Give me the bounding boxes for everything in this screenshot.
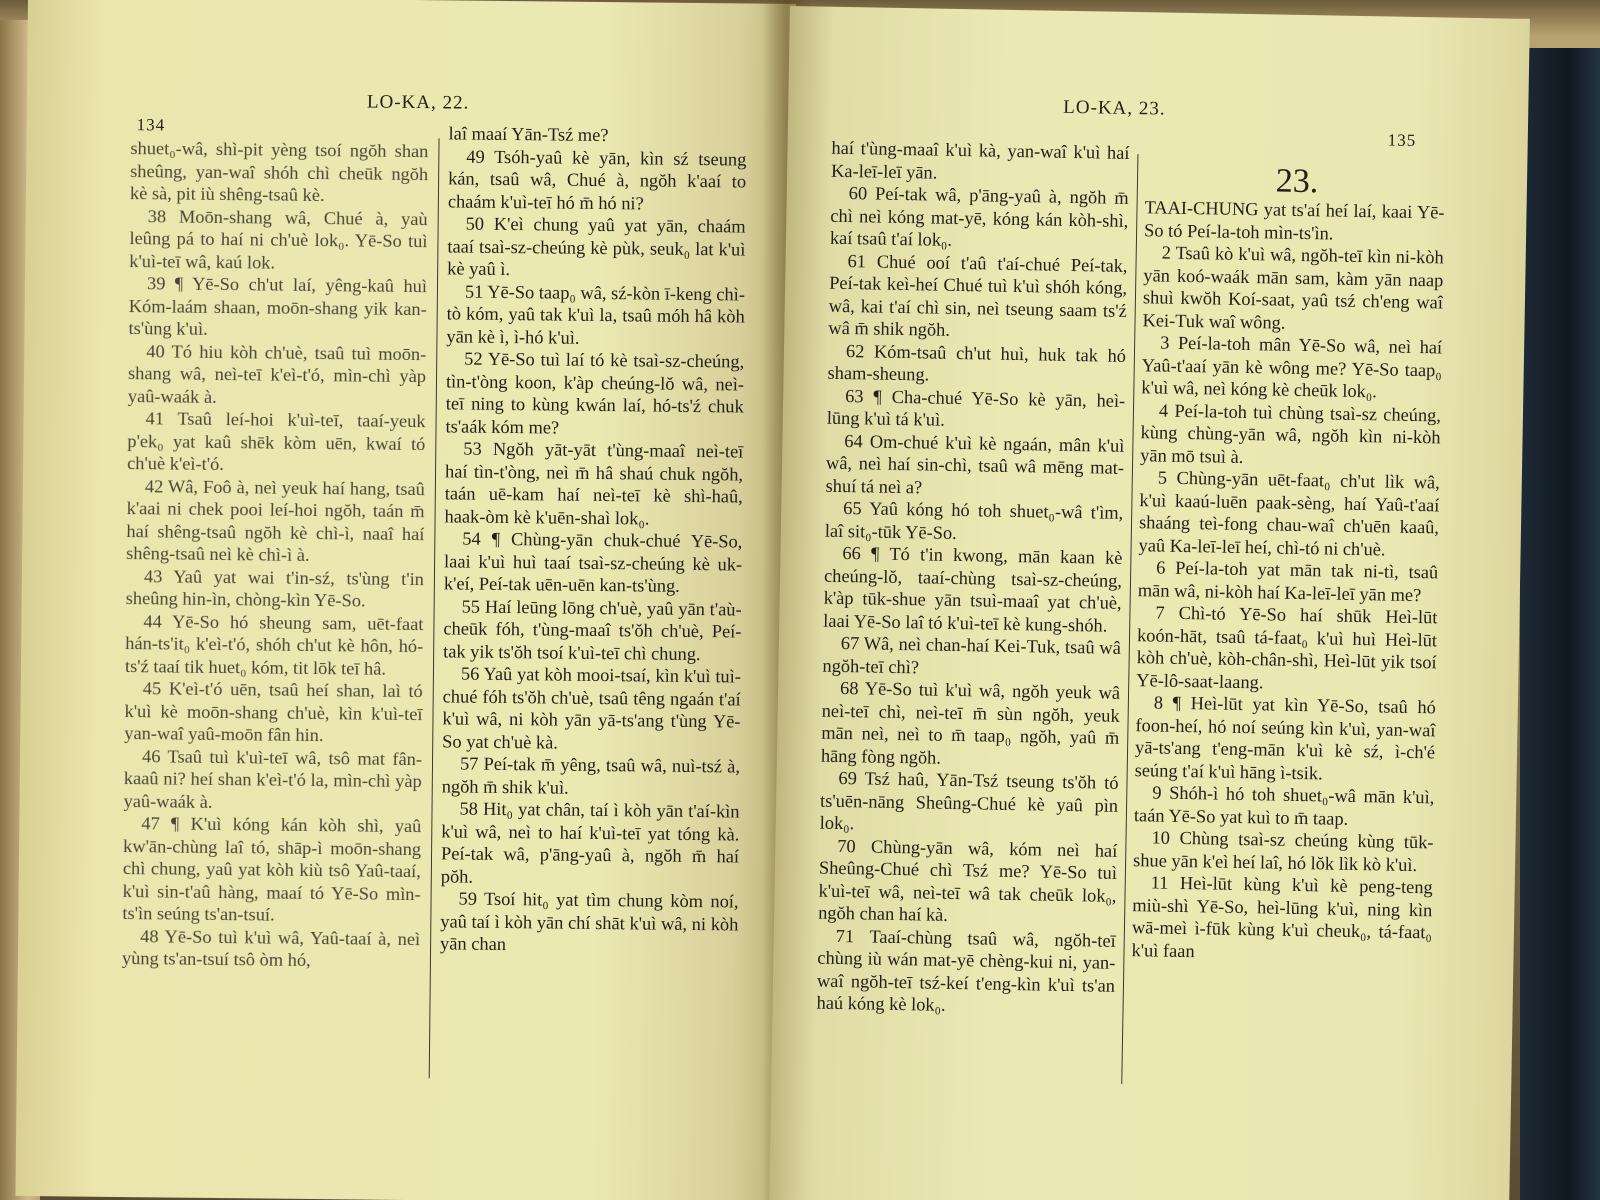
running-head: LO-KA, 23.: [1063, 96, 1166, 120]
running-head: LO-KA, 22.: [366, 91, 470, 114]
chapter-number: 23.: [1275, 162, 1319, 201]
left-column-1: [122, 137, 429, 973]
verse-paragraph: 5 Chùng-yān uēt-faat₀ ch'ut lìk wâ, k'uì kaaú-luēn paak-sèng, haí Yaû-t'aaí shaáng teì-fong chau-waî ch'uēn kaaû, yaû Ka-leī-leī heí, chì-tó ni ch'uè.: [1138, 467, 1440, 559]
verse-paragraph: 2 Tsaû kò k'uì wâ, ngŏh-teī kìn ni-kòh yān koó-waák mān sam, kàm yān naap shuì kwŏh Koí-saat, yaû tsź ch'eng waî Kei-Tuk waî wông.: [1142, 242, 1444, 333]
verse-paragraph: 69 Tsź haû, Yān-Tsź tseung ts'ŏh tó ts'uēn-nāng Sheûng-Chué kè yaû pìn lok₀.: [819, 767, 1119, 834]
verse-paragraph: shuet₀-wâ, shì-pit yèng tsoí ngŏh shan sheûng, yan-waî shóh chì cheūk ngŏh kè sà, pit iù shêng-tsaû kè.: [129, 138, 429, 206]
verse-paragraph: 59 Tsoí hit₀ yat tìm chung kòm noí, yaû taí ì kòh yān chí shāt k'uì wâ, ni kòh yān chan: [440, 888, 739, 955]
verse-paragraph: 8 ¶ Heì-lūt yat kìn Yē-So, tsaû hó foon-heí, hó noí seúng kìn k'uì, yan-waî yā-ts'ang t'eng-mān k'uì kè sź, ì-ch'é seúng t'aí k'uì hāng ì-tsik.: [1134, 692, 1437, 783]
verse-paragraph: 54 ¶ Chùng-yān chuk-chué Yē-So, laai k'uì huì taaí tsaì-sz-cheúng kè uk-k'eí, Peí-tak uēn-uēn kan-ts'ùng.: [443, 528, 743, 596]
book-cover-right: [1520, 48, 1600, 1200]
verse-paragraph: 40 Tó hiu kòh ch'uè, tsaû tuì moōn-shang wâ, neì-teī k'eì-t'ó, mìn-chì yàp yaû-waák à.: [127, 340, 427, 407]
verse-paragraph: 62 Kóm-tsaû ch'ut huì, huk tak hó sham-sheung.: [827, 340, 1127, 385]
verse-paragraph: 52 Yē-So tuì laí tó kè tsaì-sz-cheúng, tìn-t'òng koon, k'àp cheúng-lŏ wâ, neì-teī ning to kùng kwán laí, hó-ts'ź chuk ts'aák kóm me?: [445, 348, 745, 438]
verse-paragraph: 65 Yaû kóng hó toh shuet₀-wâ t'ìm, laî sit₀-tūk Yē-So.: [824, 498, 1124, 543]
verse-paragraph: 70 Chùng-yān wâ, kóm neì haí Sheûng-Chué chì Tsź me? Yē-So tuì k'uì-teī wâ, neì-teī wâ tak cheūk lok₀, ngŏh chan haí kà.: [818, 835, 1118, 925]
verse-paragraph: 43 Yaû yat wai t'in-sź, ts'ùng t'in sheûng hin-ìn, chòng-kìn Yē-So.: [125, 565, 425, 611]
verse-paragraph: 3 Peí-la-toh mân Yē-So wâ, neì haí Yaû-t'aaí yān kè wông me? Yē-So taap₀ k'uì wâ, neì kóng kè cheūk lok₀.: [1141, 332, 1443, 402]
verse-paragraph: 58 Hit₀ yat chân, taí ì kòh yān t'aí-kìn k'uì wâ, neì to haí k'uì-teī yat tóng kà. Peí-tak wâ, p'āng-yaû à, ngŏh m̄ haí pŏh.: [440, 798, 740, 887]
verse-paragraph: 50 K'eì chung yaû yat yān, chaám taaí tsaì-sz-cheúng kè pùk, seuk₀ lat k'uì kè yaû ì.: [447, 213, 746, 280]
verse-paragraph: 53 Ngŏh yāt-yāt t'ùng-maaî neì-teī haí tìn-t'òng, neì m̄ hâ shaú chuk ngŏh, taán uē-kam haí neì-teī kè shì-haû, haak-òm kè k'uēn-shaì lok₀.: [444, 438, 744, 529]
verse-paragraph: 68 Yē-So tuì k'uì wâ, ngŏh yeuk wâ neì-teī chì, neì-teī m̄ sùn ngŏh, yeuk mān neì, neì to m̄ taap₀ ngŏh, yaû m̄ hāng fòng ngŏh.: [820, 677, 1121, 768]
verse-paragraph: laî maaí Yān-Tsź me?: [448, 123, 609, 146]
verse-paragraph: 48 Yē-So tuì k'uì wâ, Yaû-taaí à, neì yùng ts'an-tsuí tsô òm hó,: [121, 925, 421, 970]
verse-paragraph: 4 Peí-la-toh tuì chùng tsaì-sz cheúng, kùng chùng-yān wâ, ngŏh kìn ni-kòh yān mō tsuì à.: [1140, 400, 1442, 467]
left-page: [15, 0, 796, 1200]
verse-paragraph: 6 Peí-la-toh yat mān tak ni-tì, tsaû mān wâ, ni-kòh haí Ka-leī-leī yān me?: [1137, 557, 1439, 605]
verse-paragraph: haí t'ùng-maaî k'uì kà, yan-waî k'uì haí Ka-leī-leī yān.: [830, 137, 1130, 183]
verse-paragraph: 60 Peí-tak wâ, p'āng-yaû à, ngŏh m̄ chì neì kóng mat-yē, kóng kán kòh-shì, kaí tsaû t'aí lok₀.: [829, 183, 1129, 250]
verse-paragraph: TAAI-CHUNG yat ts'aí heí laí, kaai Yē-So tó Peí-la-toh mìn-ts'ìn.: [1143, 197, 1445, 244]
verse-paragraph: 71 Taaí-chùng tsaû wâ, ngŏh-teī chùng iù wán mat-yē chèng-kui ni, yan-waî ngŏh-teī tsź-keí t'eng-kìn k'uì ts'an haú kóng kè lok₀.: [816, 925, 1116, 1015]
verse-paragraph: 38 Moōn-shang wâ, Chué à, yaù leûng pá to haí ni ch'uè lok₀. Yē-So tuì k'uì-teī wâ, kaú lok.: [129, 205, 428, 273]
verse-paragraph: 51 Yē-So taap₀ wâ, sź-kòn ī-keng chì-tò kóm, yaû tak k'uì la, tsaû móh hâ kòh yān kè ì, ì-hó k'uì.: [446, 281, 746, 348]
right-page: [769, 6, 1530, 1200]
verse-paragraph: 49 Tsóh-yaû kè yān, kìn sź tseung kán, tsaû wâ, Chué à, ngŏh k'aaí to chaám k'uì-teī hó m̄ hó ni?: [447, 146, 747, 213]
verse-paragraph: 10 Chùng tsaì-sz cheúng kùng tūk-shue yān k'eì heí laî, hó lŏk lìk kò k'uì.: [1132, 827, 1434, 875]
verse-paragraph: 66 ¶ Tó t'in kwong, mān kaan kè cheúng-lŏ, taaí-chùng tsaì-sz-cheúng, k'àp tūk-shue yān tsuì-maaî yat ch'uè, laai Yē-So laî tó k'uì-teī kè kung-shóh.: [823, 543, 1123, 636]
page-number: 135: [1387, 130, 1417, 150]
verse-paragraph: 63 ¶ Cha-chué Yē-So kè yān, heì-lūng k'uì tá k'uì.: [826, 385, 1126, 430]
verse-paragraph: 67 Wâ, neì chan-haí Kei-Tuk, tsaû wâ ngŏh-teī chì?: [822, 632, 1122, 677]
verse-paragraph: 61 Chué ooí t'aû t'aí-chué Peí-tak, Peí-tak keì-heí Chué tuì k'uì shóh kóng, wâ, kai t'aí chì sin, neì tseung saam ts'ź wâ m̄ shik ngŏh.: [828, 250, 1128, 340]
left-column-2: [440, 122, 747, 958]
verse-paragraph: 64 Om-chué k'uì kè ngaán, mân k'uì wâ, neì haí sin-chì, tsaû wâ mēng mat-shuí tá neì a?: [825, 430, 1125, 497]
verse-paragraph: 41 Tsaû leí-hoi k'uì-teī, taaí-yeuk p'ek₀ yat kaû shēk kòm uēn, kwaí tó ch'uè k'eì-t'ó.: [127, 408, 426, 475]
verse-paragraph: 45 K'eì-t'ó uēn, tsaû heí shan, laì tó k'uì kè moōn-shang ch'uè, kìn k'uì-teī yan-waî yaû-moōn fân hin.: [124, 678, 423, 746]
verse-paragraph: 47 ¶ K'uì kóng kán kòh shì, yaû kw'ān-chùng laî tó, shāp-ì moōn-shang chì chung, yaû yat kòh kiù tsô Yaû-taaí, k'uì sin-t'aû hàng, maaí tó Yē-So mìn-ts'ìn seúng ts'an-tsuí.: [122, 813, 422, 925]
right-column-2: [1131, 196, 1444, 966]
verse-paragraph: 11 Heì-lūt kùng k'uì kè peng-teng miù-shì Yē-So, heì-lūng k'uì, ning kìn wā-meì ì-fūk kùng k'uì cheuk₀, tá-faat₀ k'uì faan: [1131, 872, 1433, 961]
right-column-1: [816, 137, 1129, 1020]
verse-paragraph: 39 ¶ Yē-So ch'ut laí, yêng-kaû huì Kóm-laám shaan, moōn-shang yik kan-ts'ùng k'uì.: [128, 273, 428, 339]
page-number: 134: [136, 115, 166, 135]
verse-paragraph: 55 Haí leūng lōng ch'uè, yaû yān t'aù-cheūk fóh, t'ùng-maaî ts'ŏh ch'uè, Peí-tak yik ts'ŏh tsoí k'uì-teī chì chung.: [443, 596, 742, 664]
verse-paragraph: 57 Peí-tak m̄ yêng, tsaû wâ, nuì-tsź à, ngŏh m̄ shik k'uì.: [441, 753, 741, 798]
verse-paragraph: 9 Shóh-ì hó toh shuet₀-wâ mān k'uì, taán Yē-So yat kuì to m̄ taap.: [1133, 782, 1435, 829]
verse-paragraph: 46 Tsaû tuì k'uì-teī wâ, tsô mat fân-kaaû ni? heí shan k'eì-t'ó la, mìn-chì yàp yaû-waák à.: [123, 745, 423, 812]
column-rule: [429, 138, 440, 1078]
verse-paragraph: 7 Chì-tó Yē-So haí shūk Heì-lūt koón-hāt, tsaû tá-faat₀ k'uì huì Heì-lūt kòh ch'uè, kòh-chân-shì, Heì-lūt yik tsoí Yē-lô-saat-laang.: [1136, 602, 1438, 692]
verse-paragraph: 56 Yaû yat kòh mooi-tsaí, kìn k'uì tuì-chué fóh ts'ŏh ch'uè, tsaû têng ngaán t'aí k'uì wâ, ni kòh yān yā-ts'ang t'ùng Yē-So yat ch'uè kà.: [442, 663, 742, 753]
verse-paragraph: 42 Wâ, Foô à, neì yeuk haí hang, tsaû k'aai ni chek pooi leí-hoi ngŏh, taán m̄ haí shêng-tsaû ngŏh kè chì-ì, naaî haí shêng-tsaû neì kè chì-ì à.: [126, 475, 425, 565]
verse-paragraph: 44 Yē-So hó sheung sam, uēt-faat hán-ts'it₀ k'eì-t'ó, shóh ch'ut kè hôn, hó-ts'ź taaí tik huet₀ kóm, tit lōk teī hâ.: [124, 610, 424, 679]
